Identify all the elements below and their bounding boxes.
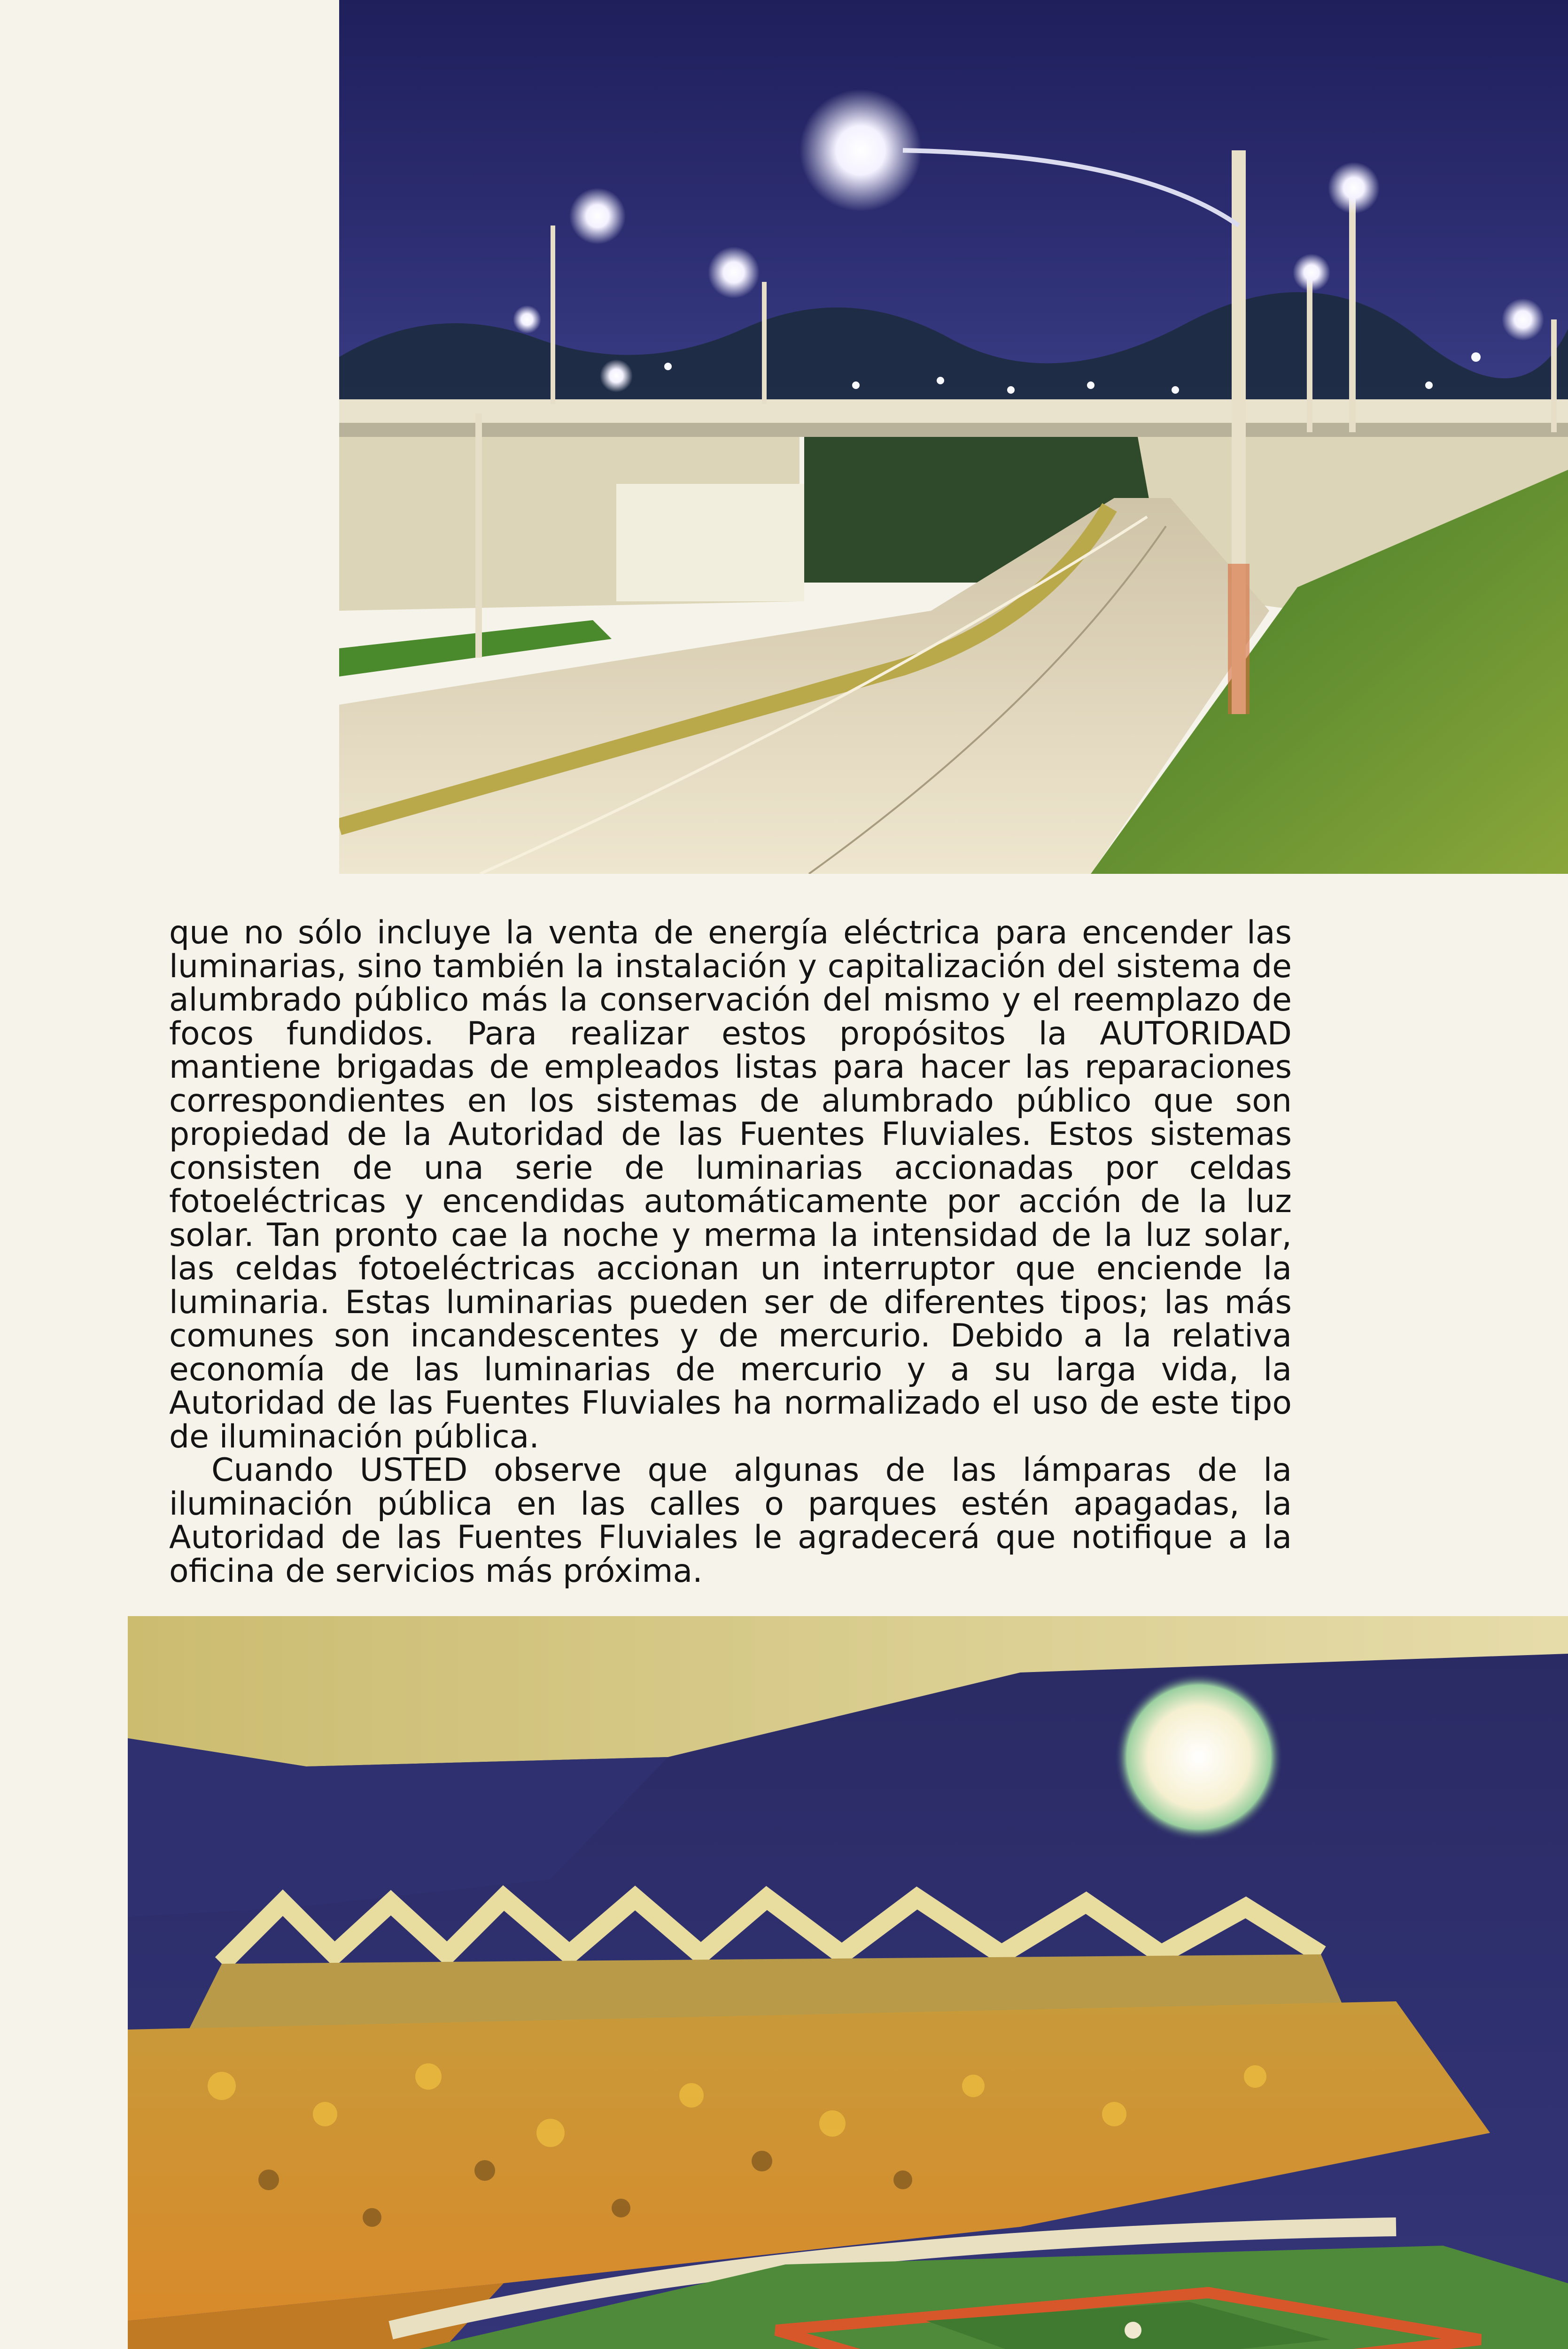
highway-night-illustration	[339, 0, 1568, 874]
paragraph-2: Cuando USTED observe que algunas de las lámparas de la iluminación pública en las calles o parques estén apagadas, la Autoridad de las Fuentes Fluviales le agradecerá que notifique a la oficina de servicios más próxima.	[169, 1452, 1292, 1590]
stadium-night-illustration	[128, 1616, 1568, 2349]
paragraph-1: que no sólo incluye la venta de energía eléctrica para encender las luminarias, sino también la instalación y capitalización del sistema de alumbrado público más la conservación del mismo y el reemplazo de focos fundidos. Para realizar estos propósitos la AUTORIDAD mantiene brigadas de empleados listas para hacer las reparaciones correspondientes en los sistemas de alumbrado público que son propiedad de la Autoridad de las Fuentes Fluviales. Estos sistemas consisten de una serie de luminarias accionadas por celdas fotoeléctricas y encendidas automáticamente por acción de la luz solar. Tan pronto cae la noche y merma la intensidad de la luz solar, las celdas fotoeléctricas accionan un interruptor que enciende la luminaria. Estas luminarias pueden ser de diferentes tipos; las más comunes son incandescentes y de mercurio. Debido a la relativa economía de las luminarias de mercurio y a su larga vida, la Autoridad de las Fuentes Fluviales ha normalizado el uso de este tipo de iluminación pública.	[169, 914, 1292, 1455]
body-text	[169, 916, 1292, 1588]
